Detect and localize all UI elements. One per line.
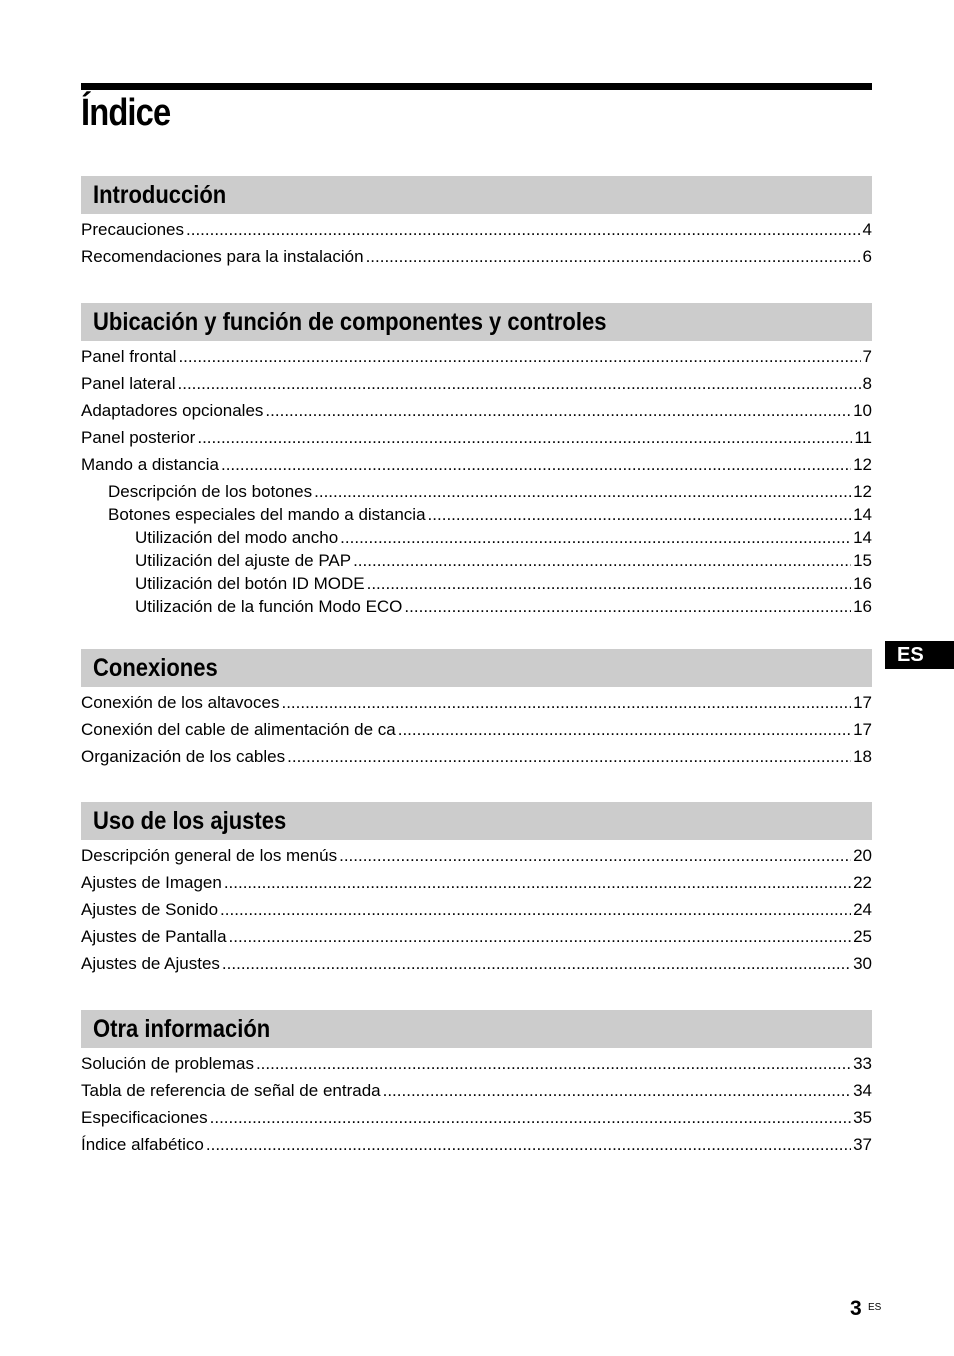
- toc-entry[interactable]: [81, 220, 872, 247]
- toc-entry-label: Utilización del modo ancho: [135, 528, 339, 547]
- toc-entry[interactable]: [81, 505, 872, 528]
- toc-entry-page: 17: [853, 693, 872, 712]
- dot-leader: [186, 220, 861, 240]
- toc-entry-page: 24: [853, 900, 872, 919]
- toc-section: [81, 649, 872, 774]
- toc-entry[interactable]: [81, 247, 872, 274]
- dot-leader: [206, 1135, 851, 1155]
- toc-entry-label: Mando a distancia: [81, 455, 219, 474]
- section-heading: [81, 1010, 872, 1048]
- toc-entry-label: Descripción de los botones: [108, 482, 313, 501]
- toc-entry-list: [81, 347, 872, 620]
- dot-leader: [229, 927, 852, 947]
- dot-leader: [366, 247, 861, 267]
- toc-entry-page: 14: [853, 528, 872, 547]
- dot-leader: [281, 693, 851, 713]
- dot-leader: [178, 347, 860, 367]
- toc-entry[interactable]: [81, 720, 872, 747]
- toc-entry-label: Utilización de la función Modo ECO: [135, 597, 403, 616]
- toc-entry[interactable]: [81, 574, 872, 597]
- toc-entry-page: 17: [853, 720, 872, 739]
- toc-entry-label: Índice alfabético: [81, 1135, 204, 1154]
- dot-leader: [221, 455, 851, 475]
- toc-entry-page: 7: [862, 347, 872, 366]
- toc-entry-list: [81, 693, 872, 774]
- toc-entry[interactable]: [81, 927, 872, 954]
- dot-leader: [428, 505, 852, 525]
- dot-leader: [220, 900, 851, 920]
- toc-entry-page: 12: [853, 482, 872, 501]
- section-heading: [81, 802, 872, 840]
- toc-entry-label: Panel lateral: [81, 374, 176, 393]
- toc-entry-label: Recomendaciones para la instalación: [81, 247, 364, 266]
- section-heading: [81, 649, 872, 687]
- dot-leader: [197, 428, 852, 448]
- toc-entry[interactable]: [81, 401, 872, 428]
- toc-entry-page: 4: [862, 220, 872, 239]
- toc-entry-label: Utilización del botón ID MODE: [135, 574, 365, 593]
- toc-entry-page: 34: [853, 1081, 872, 1100]
- toc-entry-label: Precauciones: [81, 220, 185, 239]
- toc-entry-label: Utilización del ajuste de PAP: [135, 551, 352, 570]
- toc-entry[interactable]: [81, 1054, 872, 1081]
- toc-entry-label: Conexión del cable de alimentación de ca: [81, 720, 396, 739]
- toc-entry-label: Panel posterior: [81, 428, 196, 447]
- dot-leader: [340, 528, 851, 548]
- section-heading-text: Uso de los ajustes: [93, 806, 287, 835]
- section-heading-text: Ubicación y función de componentes y controles: [93, 307, 607, 336]
- toc-entry-page: 16: [853, 574, 872, 593]
- toc-entry[interactable]: [81, 455, 872, 482]
- toc-entry[interactable]: [81, 1108, 872, 1135]
- toc-entry[interactable]: [81, 528, 872, 551]
- dot-leader: [398, 720, 851, 740]
- toc-entry-page: 37: [853, 1135, 872, 1154]
- toc-entry-label: Tabla de referencia de señal de entrada: [81, 1081, 381, 1100]
- toc-section: [81, 303, 872, 620]
- toc-entry-list: [81, 220, 872, 274]
- toc-entry-page: 25: [853, 927, 872, 946]
- section-heading: [81, 176, 872, 214]
- toc-entry[interactable]: [81, 551, 872, 574]
- toc-entry[interactable]: [81, 1081, 872, 1108]
- toc-entry[interactable]: [81, 597, 872, 620]
- dot-leader: [404, 597, 851, 617]
- language-tab: ES: [885, 641, 954, 669]
- dot-leader: [265, 401, 851, 421]
- toc-entry-page: 18: [853, 747, 872, 766]
- toc-entry-label: Adaptadores opcionales: [81, 401, 264, 420]
- toc-entry-page: 20: [853, 846, 872, 865]
- toc-entry-page: 22: [853, 873, 872, 892]
- toc-entry[interactable]: [81, 693, 872, 720]
- toc-entry[interactable]: [81, 482, 872, 505]
- section-heading-text: Introducción: [93, 180, 227, 209]
- toc-entry-page: 15: [853, 551, 872, 570]
- page-number-suffix: ES: [868, 1302, 882, 1313]
- toc-entry-page: 14: [853, 505, 872, 524]
- toc-entry[interactable]: [81, 900, 872, 927]
- toc-entry-label: Botones especiales del mando a distancia: [108, 505, 426, 524]
- toc-entry-page: 11: [854, 428, 872, 447]
- section-heading: [81, 303, 872, 341]
- toc-entry-page: 8: [862, 374, 872, 393]
- toc-entry-page: 35: [853, 1108, 872, 1127]
- dot-leader: [210, 1108, 851, 1128]
- toc-entry[interactable]: [81, 954, 872, 981]
- dot-leader: [353, 551, 851, 571]
- toc-entry[interactable]: [81, 846, 872, 873]
- dot-leader: [367, 574, 851, 594]
- toc-entry-page: 6: [862, 247, 872, 266]
- toc-entry-page: 16: [853, 597, 872, 616]
- toc-entry[interactable]: [81, 747, 872, 774]
- toc-entry-label: Ajustes de Pantalla: [81, 927, 227, 946]
- toc-entry-label: Conexión de los altavoces: [81, 693, 280, 712]
- toc-entry-label: Ajustes de Ajustes: [81, 954, 220, 973]
- page-number: 3: [850, 1297, 862, 1320]
- toc-entry-page: 30: [853, 954, 872, 973]
- dot-leader: [339, 846, 851, 866]
- page-title: Índice: [81, 92, 171, 134]
- toc-entry[interactable]: [81, 873, 872, 900]
- toc-entry[interactable]: [81, 1135, 872, 1162]
- title-rule: [81, 83, 872, 90]
- toc-entry-label: Descripción general de los menús: [81, 846, 338, 865]
- toc-entry[interactable]: [81, 347, 872, 374]
- toc-entry[interactable]: [81, 374, 872, 401]
- dot-leader: [314, 482, 851, 502]
- toc-entry-label: Organización de los cables: [81, 747, 286, 766]
- toc-entry-page: 12: [853, 455, 872, 474]
- toc-entry-label: Ajustes de Imagen: [81, 873, 222, 892]
- dot-leader: [256, 1054, 851, 1074]
- toc-entry-label: Especificaciones: [81, 1108, 208, 1127]
- toc-entry-list: [81, 1054, 872, 1162]
- dot-leader: [222, 954, 851, 974]
- section-heading-text: Conexiones: [93, 653, 218, 682]
- toc-entry-label: Solución de problemas: [81, 1054, 254, 1073]
- toc-entry-page: 10: [853, 401, 872, 420]
- toc-entry-label: Panel frontal: [81, 347, 177, 366]
- dot-leader: [383, 1081, 851, 1101]
- dot-leader: [224, 873, 851, 893]
- toc-section: [81, 802, 872, 981]
- toc-entry-list: [81, 846, 872, 981]
- toc-entry-page: 33: [853, 1054, 872, 1073]
- toc-section: [81, 1010, 872, 1162]
- toc-entry-label: Ajustes de Sonido: [81, 900, 219, 919]
- dot-leader: [287, 747, 851, 767]
- section-heading-text: Otra información: [93, 1014, 271, 1043]
- toc-section: [81, 176, 872, 274]
- toc-entry[interactable]: [81, 428, 872, 455]
- dot-leader: [178, 374, 861, 394]
